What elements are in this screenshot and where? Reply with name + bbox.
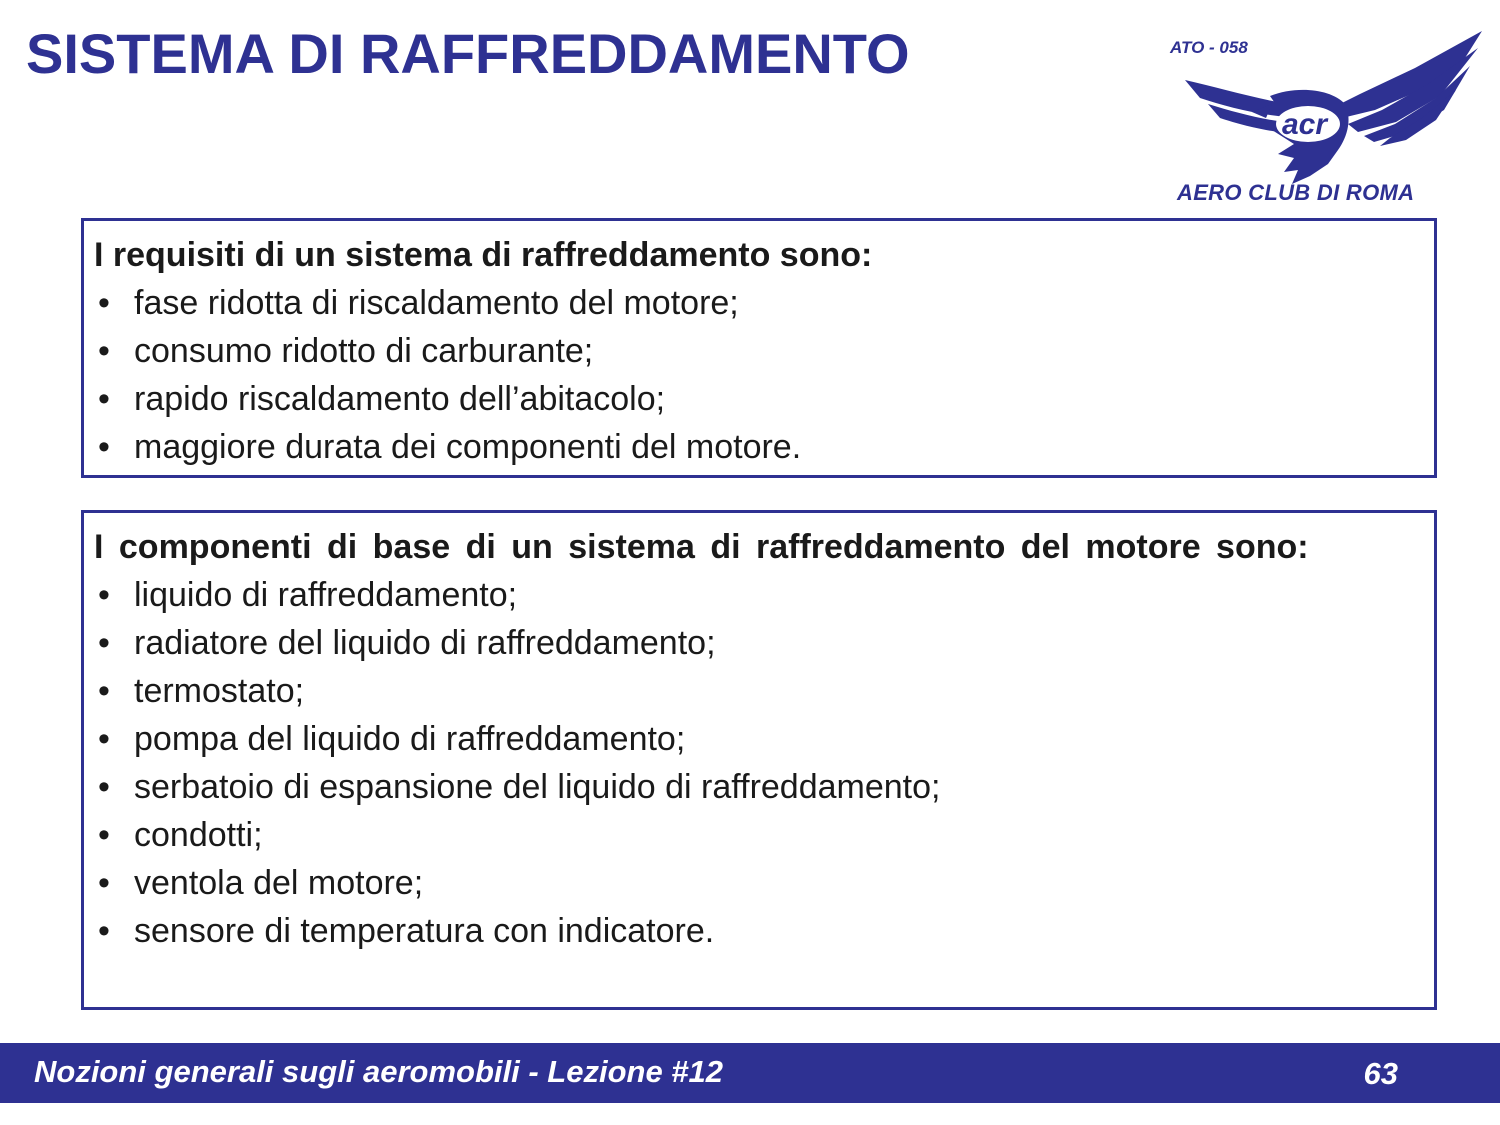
list-item-text: fase ridotta di riscaldamento del motore; [134, 284, 739, 322]
bullet-icon: • [98, 816, 110, 854]
list-item [94, 907, 1424, 955]
list-item-text: consumo ridotto di carburante; [134, 332, 594, 370]
list-item [94, 715, 1424, 763]
list-item [94, 423, 1424, 471]
list-item-text: termostato; [134, 672, 305, 710]
list-item-text: serbatoio di espansione del liquido di raffreddamento; [134, 768, 941, 806]
logo-name: AERO CLUB DI ROMA [1177, 180, 1415, 205]
list-item-text: liquido di raffreddamento; [134, 576, 518, 614]
bullet-icon: • [98, 332, 110, 370]
list-item [94, 859, 1424, 907]
bullet-icon: • [98, 284, 110, 322]
bullet-icon: • [98, 720, 110, 758]
components-heading: I componenti di base di un sistema di raffreddamento del motore sono: [94, 528, 1309, 566]
list-item [94, 619, 1424, 667]
page-number: 63 [1363, 1056, 1398, 1091]
components-list [94, 571, 1424, 955]
list-item-text: rapido riscaldamento dell’abitacolo; [134, 380, 666, 418]
bullet-icon: • [98, 864, 110, 902]
list-item [94, 279, 1424, 327]
aero-club-logo [1160, 26, 1486, 210]
list-item-text: ventola del motore; [134, 864, 424, 902]
footer-bar [0, 1043, 1500, 1103]
requirements-heading: I requisiti di un sistema di raffreddamento sono: [94, 236, 873, 274]
list-item [94, 571, 1424, 619]
bullet-icon: • [98, 672, 110, 710]
list-item [94, 811, 1424, 859]
bullet-icon: • [98, 768, 110, 806]
requirements-box [81, 218, 1437, 478]
list-item [94, 375, 1424, 423]
list-item-text: pompa del liquido di raffreddamento; [134, 720, 686, 758]
footer-course-title: Nozioni generali sugli aeromobili - Lezione #12 [34, 1054, 724, 1089]
bullet-icon: • [98, 428, 110, 466]
logo-code: ATO - 058 [1170, 38, 1248, 57]
svg-text:acr: acr [1282, 108, 1328, 141]
list-item [94, 327, 1424, 375]
list-item [94, 763, 1424, 811]
list-item-text: maggiore durata dei componenti del motore. [134, 428, 802, 466]
list-item-text: radiatore del liquido di raffreddamento; [134, 624, 716, 662]
requirements-list [94, 279, 1424, 471]
components-box [81, 510, 1437, 1010]
list-item-text: sensore di temperatura con indicatore. [134, 912, 715, 950]
bullet-icon: • [98, 912, 110, 950]
list-item-text: condotti; [134, 816, 263, 854]
list-item [94, 667, 1424, 715]
bullet-icon: • [98, 576, 110, 614]
bullet-icon: • [98, 380, 110, 418]
bullet-icon: • [98, 624, 110, 662]
slide-title: SISTEMA DI RAFFREDDAMENTO [26, 22, 910, 85]
